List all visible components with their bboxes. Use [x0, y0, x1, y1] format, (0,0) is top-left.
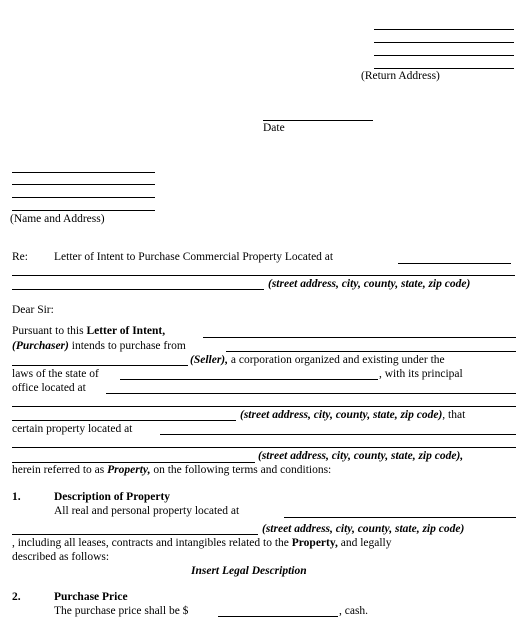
property-line-3: [12, 462, 255, 463]
intro-line-3: [190, 354, 445, 367]
intro-pursuant: Pursuant to this: [12, 325, 87, 337]
seller-line-1: [226, 351, 516, 352]
return-address-caption: (Return Address): [361, 70, 440, 82]
intro-line-herein: [12, 464, 331, 477]
intro-terms: on the following terms and conditions:: [150, 464, 332, 476]
return-address-line-1: [374, 29, 514, 30]
section-1-line-3: described as follows:: [12, 551, 110, 563]
property-label: Property,: [107, 464, 151, 476]
property-line-1: [160, 434, 516, 435]
purchaser-line: [203, 337, 516, 338]
intro-office: office located at: [12, 382, 86, 394]
recipient-line-2: [12, 184, 155, 185]
re-property-line: [398, 263, 511, 264]
re-label: Re:: [12, 251, 28, 263]
property-line-2: [12, 447, 516, 448]
intro-letter-of-intent: Letter of Intent,: [86, 325, 166, 337]
property-address-note: (street address, city, county, state, zip code),: [258, 450, 464, 462]
re-line-2: [12, 275, 515, 276]
return-address-line-2: [374, 42, 514, 43]
recipient-line-1: [12, 172, 155, 173]
intro-line-2: [12, 340, 186, 353]
state-line: [120, 379, 378, 380]
intro-corporation: a corporation organized and existing under the: [228, 354, 445, 366]
intro-herein: herein referred to as: [12, 464, 108, 476]
intro-intends: intends to purchase from: [68, 340, 186, 352]
seller-line-2: [12, 365, 188, 366]
intro-certain: certain property located at: [12, 423, 133, 435]
re-address-note: (street address, city, county, state, zip code): [268, 278, 471, 290]
office-line-3: [12, 420, 236, 421]
section-1-line-2: [12, 537, 392, 550]
section-1-address-line-2: [12, 534, 258, 535]
section-1-address-note: (street address, city, county, state, zip code): [262, 523, 465, 535]
seller-label: (Seller),: [190, 354, 229, 366]
purchaser-label: (Purchaser): [12, 340, 69, 352]
purchase-price-line: [218, 616, 338, 617]
section-2-text-b: , cash.: [339, 605, 369, 617]
date-caption: Date: [263, 122, 285, 134]
section-1-number: 1.: [12, 491, 21, 503]
office-line-1: [106, 393, 516, 394]
section-2-text-a: The purchase price shall be $: [54, 605, 189, 617]
section-2-number: 2.: [12, 591, 21, 603]
section-1-line-1: All real and personal property located at: [54, 505, 240, 517]
intro-line-1: [12, 325, 165, 338]
recipient-line-3: [12, 197, 155, 198]
section-1-property-label: Property,: [291, 537, 338, 549]
section-2-heading: Purchase Price: [54, 591, 128, 603]
intro-laws: laws of the state of: [12, 368, 99, 380]
intro-principal: , with its principal: [379, 368, 463, 380]
office-address-note: (street address, city, county, state, zip code): [240, 409, 443, 421]
section-1-heading: Description of Property: [54, 491, 171, 503]
recipient-caption: (Name and Address): [10, 213, 105, 225]
return-address-line-4: [374, 68, 514, 69]
re-line-3: [12, 289, 264, 290]
section-1-address-line-1: [284, 517, 516, 518]
section-1-including: , including all leases, contracts and intangibles related to the: [12, 537, 292, 549]
section-1-legal-description: Insert Legal Description: [191, 565, 307, 577]
office-line-2: [12, 406, 516, 407]
re-text: Letter of Intent to Purchase Commercial Property Located at: [54, 251, 334, 263]
salutation: Dear Sir:: [12, 304, 54, 316]
date-line: [263, 120, 373, 121]
recipient-line-4: [12, 210, 155, 211]
intro-line-office-note: [240, 409, 465, 422]
intro-that: , that: [442, 409, 466, 421]
section-1-legally: and legally: [337, 537, 392, 549]
return-address-line-3: [374, 55, 514, 56]
